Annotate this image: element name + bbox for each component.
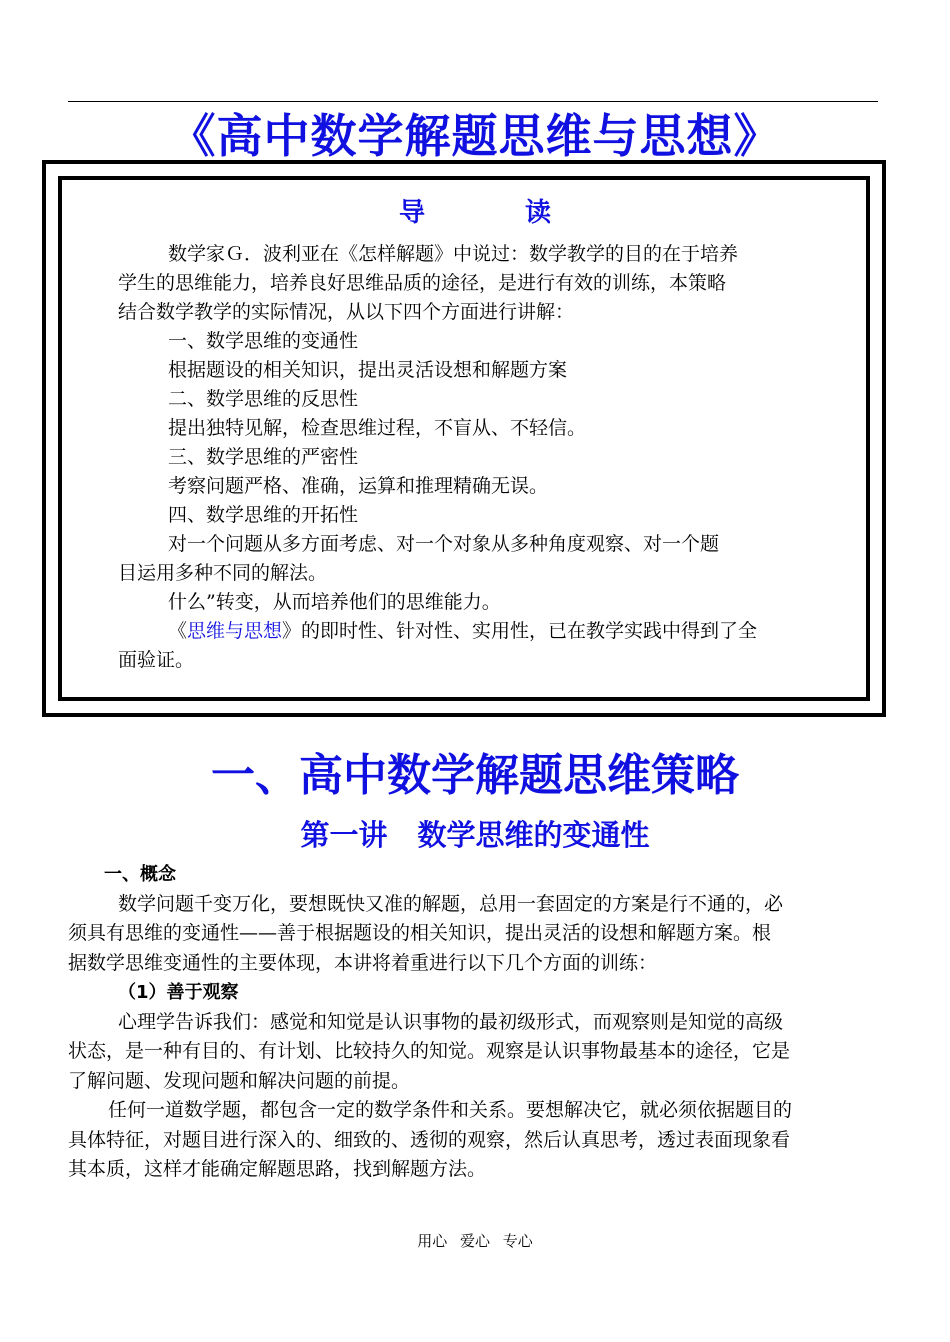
body-line: 具体特征，对题目进行深入的、细致的、透彻的观察，然后认真思考，透过表面现象看 [68,1128,791,1151]
lecture-number: 第一讲 [300,818,388,852]
intro-line: 学生的思维能力，培养良好思维品质的途径，是进行有效的训练，本策略 [118,272,727,294]
section-title: 一、高中数学解题思维策略 [211,750,739,801]
intro-line-text: 》的即时性、针对性、实用性，已在教学实践中得到了全 [282,620,758,642]
body-line: 任何一道数学题，都包含一定的数学条件和关系。要想解决它，就必须依据题目的 [108,1099,793,1121]
book-title-link[interactable]: 思维与思想 [187,620,283,642]
intro-line: 一、数学思维的变通性 [168,330,359,352]
intro-line: 结合数学教学的实际情况，从以下四个方面进行讲解： [118,301,575,323]
document-title: 《高中数学解题思维与思想》 [169,109,781,163]
guide-title [0,192,950,229]
intro-line: 考察问题严格、准确，运算和推理精确无误。 [168,475,549,497]
lecture-title [0,815,950,855]
body-line: 状态，是一种有目的、有计划、比较持久的知觉。观察是认识事物最基本的途径，它是 [68,1040,791,1062]
top-rule [68,101,878,102]
intro-line: 二、数学思维的反思性 [168,388,359,410]
intro-line: 面验证。 [118,649,195,671]
intro-line: 对一个问题从多方面考虑、对一个对象从多种角度观察、对一个题 [168,533,720,555]
intro-line [118,617,818,646]
intro-line: 数学家Ｇ．波利亚在《怎样解题》中说过：数学教学的目的在于培养 [168,243,739,265]
intro-line: 四、数学思维的开拓性 [168,504,359,526]
sub-heading: （1）善于观察 [118,982,239,1003]
body-line: 据数学思维变通性的主要体现，本讲将着重进行以下几个方面的训练： [68,951,658,974]
intro-line: 什么”转变，从而培养他们的思维能力。 [168,591,501,613]
concept-heading: 一、概念 [104,864,176,885]
intro-body [118,240,818,675]
main-body [68,860,880,1185]
intro-line: 提出独特见解，检查思维过程，不盲从、不轻信。 [168,417,587,439]
guide-title-right: 读 [525,198,552,228]
body-line: 数学问题千变万化，要想既快又准的解题，总用一套固定的方案是行不通的，必 [118,892,784,915]
page-footer: 用心 爱心 专心 [417,1232,533,1250]
intro-line: 目运用多种不同的解法。 [118,562,328,584]
body-line: 须具有思维的变通性——善于根据题设的相关知识，提出灵活的设想和解题方案。根 [68,922,772,944]
body-line: 其本质，这样才能确定解题思路，找到解题方法。 [68,1158,487,1180]
lecture-topic: 数学思维的变通性 [417,818,650,852]
bracket-open: 《 [168,620,188,642]
guide-title-left: 导 [398,198,425,228]
body-line: 了解问题、发现问题和解决问题的前提。 [68,1069,411,1092]
intro-line: 根据题设的相关知识，提出灵活设想和解题方案 [168,359,568,381]
body-line: 心理学告诉我们：感觉和知觉是认识事物的最初级形式，而观察则是知觉的高级 [118,1010,784,1033]
intro-line: 三、数学思维的严密性 [168,446,359,468]
